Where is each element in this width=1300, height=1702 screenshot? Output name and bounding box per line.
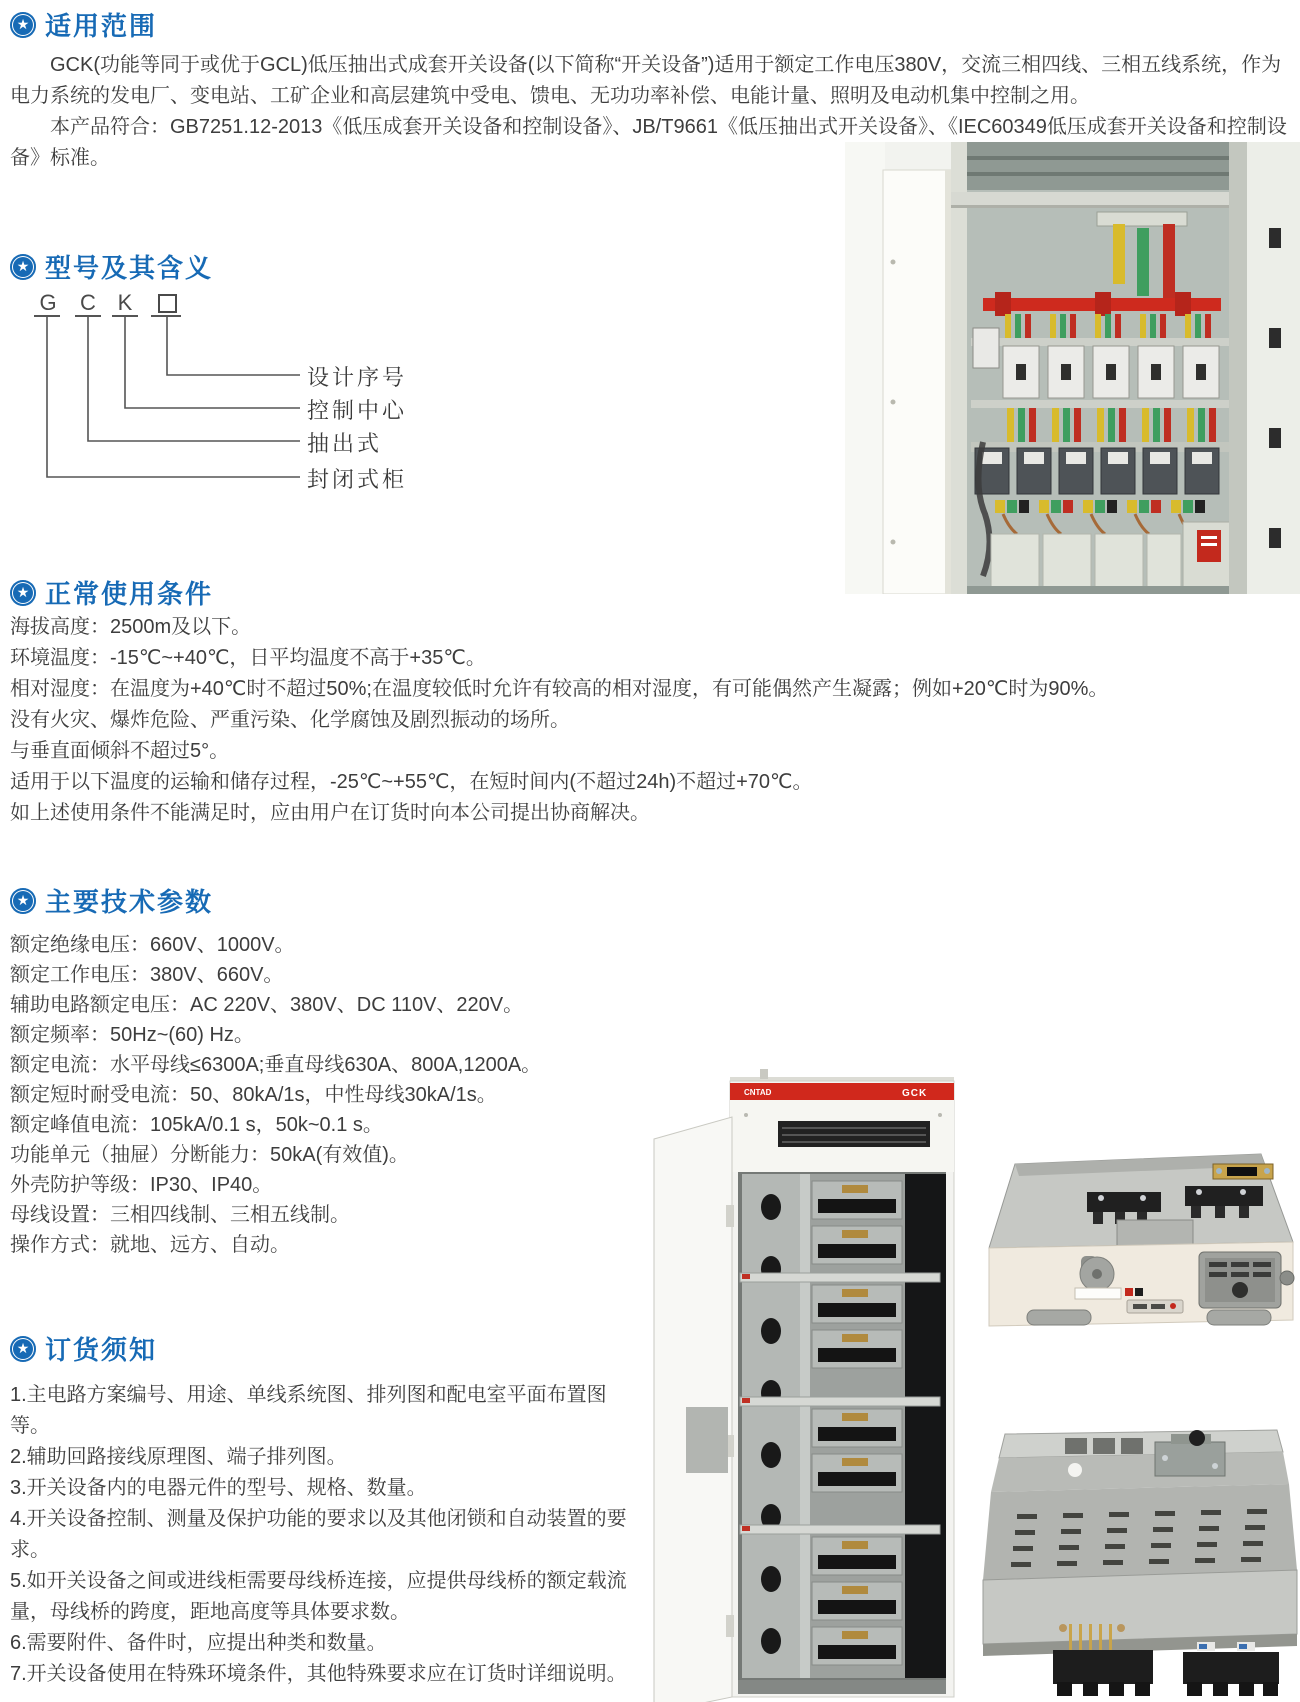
scope-paragraph-2: 本产品符合：GB7251.12-2013《低压成套开关设备和控制设备》、JB/T9661《低压抽出式开关设备》、《IEC60349低压成套开关设备和控制设备》标准。 [10, 116, 1287, 169]
model-letter-g: G [39, 290, 57, 315]
ordering-item: 4.开关设备控制、测量及保护功能的要求以及其他闭锁和自动装置的要求。 [10, 1508, 627, 1561]
parameter-item: 额定峰值电流：105kA/0.1 s，50k~0.1 s。 [10, 1114, 383, 1136]
condition-item: 适用于以下温度的运输和储存过程，-25℃~+55℃，在短时间内(不超过24h)不超过+70℃。 [10, 771, 813, 793]
parameter-item: 母线设置：三相四线制、三相五线制。 [10, 1204, 350, 1226]
parameter-item: 额定频率：50Hz~(60) Hz。 [10, 1024, 254, 1046]
cabinet-model-label: GCK [902, 1088, 928, 1099]
model-label-withdrawable: 抽出式 [307, 431, 383, 456]
section-title-model: 型号及其含义 [45, 253, 214, 283]
ordering-item: 2.辅助回路接线原理图、端子排列图。 [10, 1446, 347, 1468]
section-title-parameters: 主要技术参数 [45, 887, 214, 917]
parameter-item: 额定短时耐受电流：50、80kA/1s，中性母线30kA/1s。 [10, 1084, 497, 1106]
model-label-enclosed-cabinet: 封闭式柜 [307, 467, 408, 492]
model-code-diagram [0, 270, 480, 495]
section-heading-parameters [10, 882, 213, 919]
section-heading-conditions [10, 574, 213, 611]
section-title-ordering: 订货须知 [45, 1335, 158, 1365]
ordering-item: 1.主电路方案编号、用途、单线系统图、排列图和配电室平面布置图等。 [10, 1384, 607, 1437]
model-letter-c: C [80, 290, 96, 315]
condition-item: 海拔高度：2500m及以下。 [10, 616, 252, 638]
photo-drawer-unit-front [975, 1128, 1300, 1338]
photo-drawer-unit-open [975, 1418, 1300, 1702]
model-label-control-center: 控制中心 [307, 398, 408, 423]
section-heading-scope [10, 6, 157, 43]
ordering-item: 3.开关设备内的电器元件的型号、规格、数量。 [10, 1477, 427, 1499]
parameter-item: 辅助电路额定电压：AC 220V、380V、DC 110V、220V。 [10, 994, 524, 1016]
drawer-unit-front-illustration [975, 1128, 1300, 1338]
condition-item: 与垂直面倾斜不超过5°。 [10, 740, 230, 762]
parameter-item: 外壳防护等级：IP30、IP40。 [10, 1174, 273, 1196]
star-icon: ★ [10, 580, 36, 606]
parameter-item: 功能单元（抽屉）分断能力：50kA(有效值)。 [10, 1144, 409, 1166]
condition-item: 没有火灾、爆炸危险、严重污染、化学腐蚀及剧烈振动的场所。 [10, 709, 570, 731]
star-icon: ★ [10, 12, 36, 38]
ordering-item: 6.需要附件、备件时，应提出种类和数量。 [10, 1632, 387, 1654]
switchgear-cabinet-illustration [845, 142, 1300, 594]
condition-item: 如上述使用条件不能满足时，应由用户在订货时向本公司提出协商解决。 [10, 802, 650, 824]
section-title-scope: 适用范围 [45, 11, 158, 41]
ordering-item: 7.开关设备使用在特殊环境条件，其他特殊要求应在订货时详细说明。 [10, 1663, 627, 1685]
star-icon: ★ [10, 888, 36, 914]
parameter-item: 额定绝缘电压：660V、1000V。 [10, 934, 295, 956]
ordering-item: 5.如开关设备之间或进线柜需要母线桥连接，应提供母线桥的额定载流量，母线桥的跨度，距地高度等具体要求数。 [10, 1570, 627, 1623]
cabinet-brand-label: CNTAD [744, 1088, 772, 1097]
drawer-unit-open-illustration [975, 1418, 1300, 1702]
parameter-item: 操作方式：就地、远方、自动。 [10, 1234, 290, 1256]
conditions-list [10, 612, 1290, 829]
condition-item: 相对湿度：在温度为+40℃时不超过50%;在温度较低时允许有较高的相对湿度，有可能偶然产生凝露；例如+20℃时为90%。 [10, 678, 1109, 700]
photo-gck-cabinet [650, 1055, 960, 1702]
parameter-item: 额定工作电压：380V、660V。 [10, 964, 284, 986]
scope-paragraph-1: GCK(功能等同于或优于GCL)低压抽出式成套开关设备(以下简称“开关设备”)适用于额定工作电压380V，交流三相四线、三相五线系统，作为电力系统的发电厂、变电站、工矿企业和高层建筑中受电、馈电、无功功率补偿、电能计量、照明及电动机集中控制之用。 [10, 54, 1282, 107]
star-icon: ★ [10, 254, 36, 280]
model-letter-k: K [117, 290, 133, 315]
diagram-connector-lines [0, 270, 480, 495]
star-icon: ★ [10, 1336, 36, 1362]
model-label-design-series: 设计序号 [307, 365, 408, 390]
section-title-conditions: 正常使用条件 [45, 579, 214, 609]
section-heading-ordering [10, 1330, 157, 1367]
photo-switchgear-cabinet-open [845, 142, 1300, 594]
gck-cabinet-illustration [650, 1055, 960, 1702]
ordering-list [10, 1380, 632, 1690]
parameter-item: 额定电流：水平母线≤6300A;垂直母线630A、800A,1200A。 [10, 1054, 542, 1076]
condition-item: 环境温度：-15℃~+40℃，日平均温度不高于+35℃。 [10, 647, 486, 669]
